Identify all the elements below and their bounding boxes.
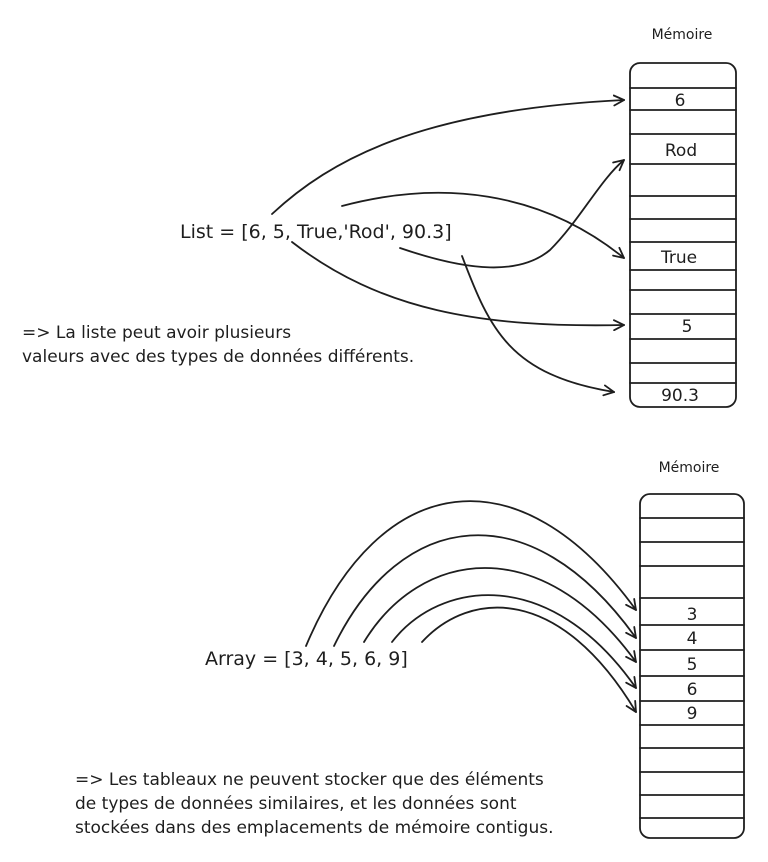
list-note-line-2: valeurs avec des types de données différents. <box>22 347 415 367</box>
array-memory-label: Mémoire <box>658 460 720 476</box>
arrow-rod <box>400 160 624 267</box>
array-arrows <box>306 501 636 712</box>
array-note-line-2: de types de données similaires, et les données sont <box>75 794 517 814</box>
list-memory-cell-6: 6 <box>674 91 686 111</box>
array-note-line-3: stockées dans des emplacements de mémoire contigus. <box>75 818 554 838</box>
array-note <box>75 770 554 838</box>
array-note-line-1: => Les tableaux ne peuvent stocker que des éléments <box>75 770 544 790</box>
array-expression: Array = [3, 4, 5, 6, 9] <box>205 648 408 670</box>
list-memory-cell-rod: Rod <box>664 141 698 161</box>
arrow-4 <box>334 535 636 646</box>
list-expression: List = [6, 5, True,'Rod', 90.3] <box>180 221 452 243</box>
list-note-line-1: => La liste peut avoir plusieurs <box>22 323 292 343</box>
array-memory-cell-5: 5 <box>686 655 698 675</box>
arrow-6 <box>272 100 624 214</box>
array-memory-cell-4: 4 <box>686 629 698 649</box>
arrow-3 <box>306 501 636 646</box>
list-memory-cell-5: 5 <box>681 317 693 337</box>
array-memory-cell-3: 3 <box>686 605 698 625</box>
list-memory-block <box>630 63 736 407</box>
array-memory-cell-6: 6 <box>686 680 698 700</box>
array-memory-cell-9: 9 <box>686 704 698 724</box>
list-note <box>22 323 414 367</box>
list-memory-label: Mémoire <box>651 27 713 43</box>
list-memory-cell-90-3: 90.3 <box>661 386 699 406</box>
list-memory-cell-true: True <box>660 248 698 268</box>
arrow-5 <box>292 242 624 325</box>
